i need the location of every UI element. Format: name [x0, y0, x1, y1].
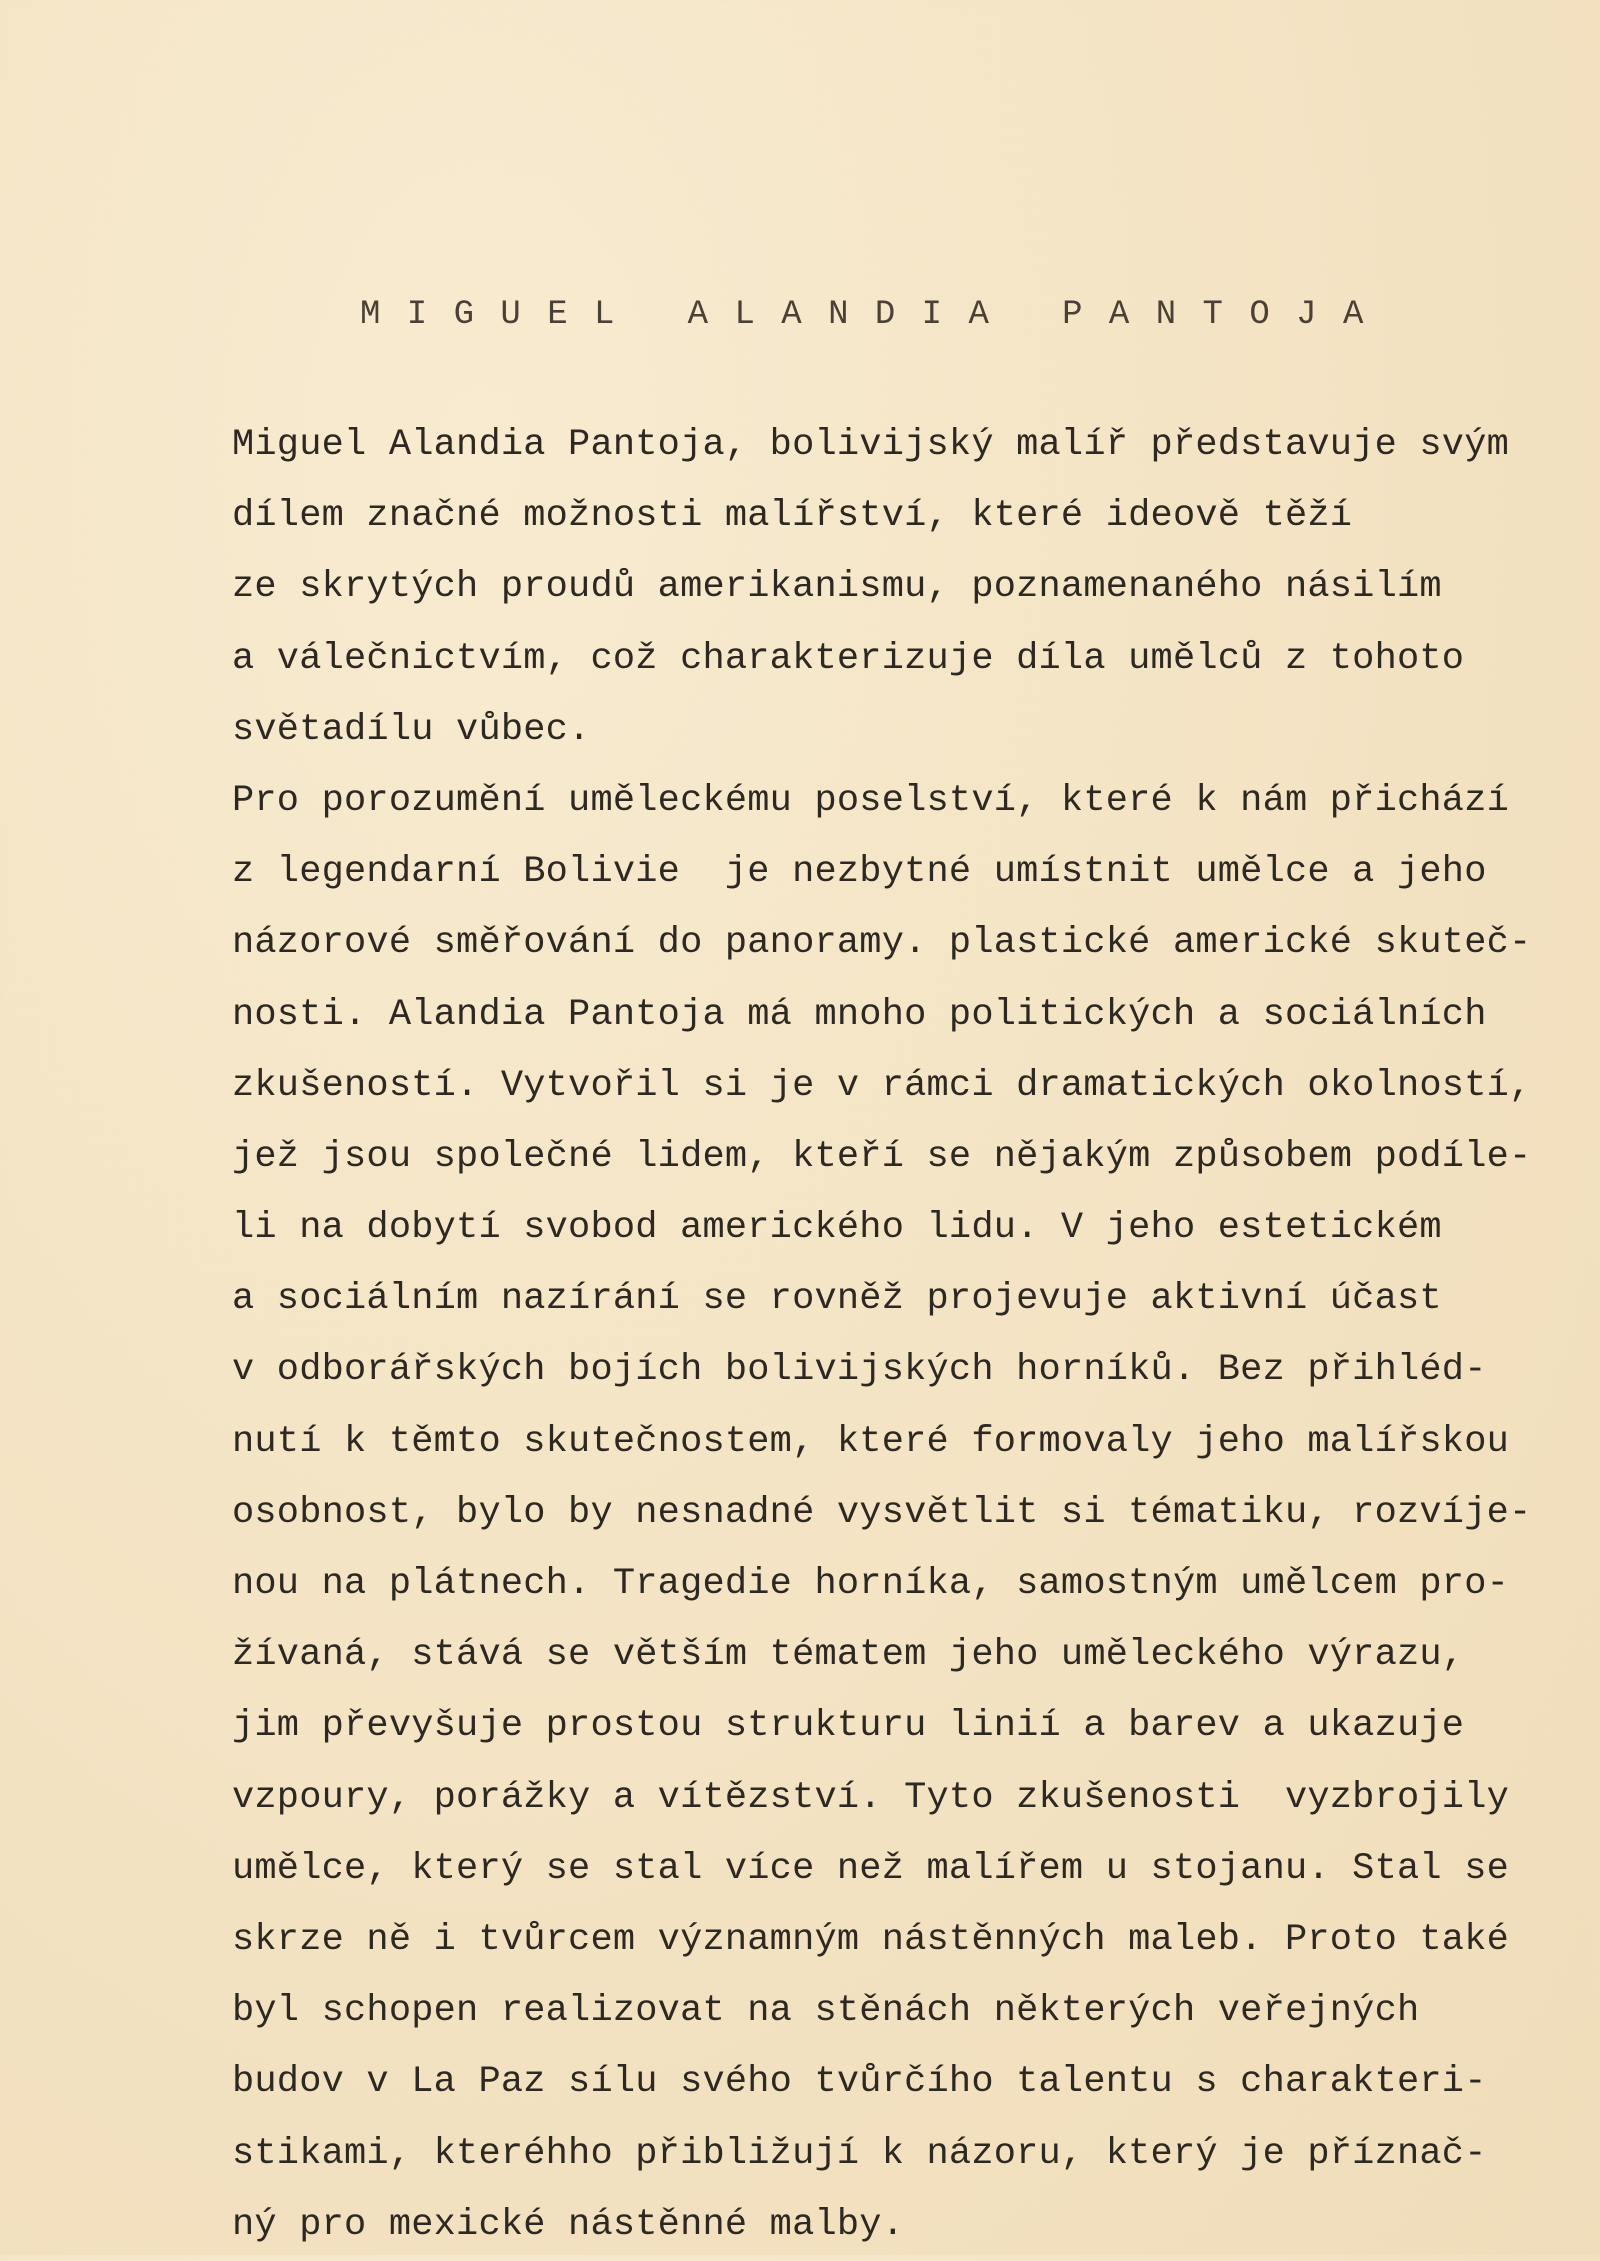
- text-line: Miguel Alandia Pantoja, bolivijský malíř představuje svým: [232, 424, 1510, 466]
- text-line: Pro porozumění uměleckému poselství, které k nám přichází: [232, 779, 1510, 822]
- text-line: nutí k těmto skutečnostem, které formovaly jeho malířskou: [232, 1420, 1510, 1463]
- text-line: světadílu vůbec.: [232, 708, 591, 751]
- text-line: budov v La Paz sílu svého tvůrčího talentu s charakteri-: [232, 2061, 1487, 2104]
- text-line: ze skrytých proudů amerikanismu, poznamenaného násilím: [232, 566, 1442, 609]
- text-line: jim převyšuje prostou strukturu linií a barev a ukazuje: [232, 1705, 1465, 1748]
- text-line: vzpoury, porážky a vítězství. Tyto zkušenosti vyzbrojily: [232, 1776, 1510, 1819]
- document-title: M I G U E L A L A N D I A P A N T O J A: [360, 296, 1367, 334]
- text-line: nosti. Alandia Pantoja má mnoho politických a sociálních: [232, 993, 1487, 1036]
- text-line: li na dobytí svobod amerického lidu. V jeho estetickém: [232, 1207, 1442, 1250]
- text-line: názorové směřování do panoramy. plastické americké skuteč-: [232, 922, 1532, 965]
- text-line: v odborářských bojích bolivijských horníků. Bez přihléd-: [232, 1349, 1487, 1392]
- text-line: a sociálním nazírání se rovněž projevuje aktivní účast: [232, 1278, 1442, 1321]
- text-line: dílem značné možnosti malířství, které ideově těží: [232, 495, 1353, 538]
- text-line: a válečnictvím, což charakterizuje díla umělců z tohoto: [232, 637, 1465, 680]
- text-line: nou na plátnech. Tragedie horníka, samostným umělcem pro-: [232, 1563, 1510, 1605]
- document-body: [232, 410, 1531, 2261]
- text-line: ný pro mexické nástěnné malby.: [232, 2203, 905, 2246]
- text-line: osobnost, bylo by nesnadné vysvětlit si tématiku, rozvíje-: [232, 1491, 1532, 1534]
- text-line: zkušeností. Vytvořil si je v rámci dramatických okolností,: [232, 1064, 1532, 1107]
- text-line: žívaná, stává se větším tématem jeho uměleckého výrazu,: [232, 1634, 1465, 1677]
- text-line: byl schopen realizovat na stěnách některých veřejných: [232, 1990, 1420, 2033]
- text-line: stikami, kteréhho přibližují k názoru, který je příznač-: [232, 2132, 1487, 2175]
- text-line: jež jsou společné lidem, kteří se nějakým způsobem podíle-: [232, 1135, 1532, 1178]
- text-line: skrze ně i tvůrcem významným nástěnných maleb. Proto také: [232, 1918, 1510, 1961]
- text-line: umělce, který se stal více než malířem u stojanu. Stal se: [232, 1847, 1510, 1890]
- text-line: z legendarní Bolivie je nezbytné umístnit umělce a jeho: [232, 851, 1487, 894]
